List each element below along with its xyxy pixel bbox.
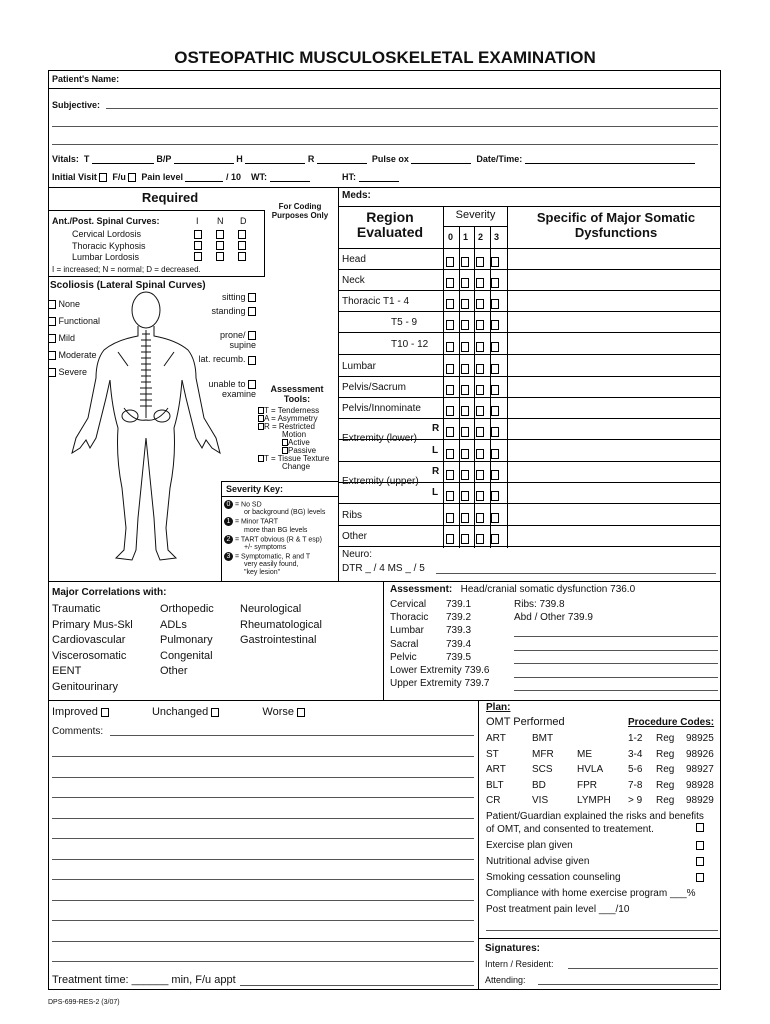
checkbox[interactable] — [248, 356, 256, 365]
assessment-right: Ribs: 739.8 Abd / Other 739.9 — [514, 599, 593, 624]
checkbox[interactable] — [194, 230, 202, 239]
severity-checkbox[interactable] — [446, 449, 454, 459]
severity-number: 3 — [224, 552, 233, 561]
plan-cell: > 9 — [628, 795, 643, 806]
curves-label: Ant./Post. Spinal Curves: — [52, 216, 160, 226]
correlations-col3: Neurological Rheumatological Gastrointestinal — [240, 603, 322, 646]
intern-label: Intern / Resident: — [485, 959, 554, 969]
plan-label: Plan: — [486, 702, 511, 713]
meds-label: Meds: — [342, 190, 371, 201]
severity-key-text: "key lesion" — [244, 569, 281, 577]
severity-key-item — [224, 561, 325, 569]
plan-cell: SCS — [532, 764, 553, 775]
severity-checkbox[interactable] — [491, 470, 499, 480]
severity-key-item — [224, 527, 325, 535]
checkbox[interactable] — [48, 334, 56, 343]
intern-signature[interactable] — [568, 968, 718, 969]
severity-checkbox[interactable] — [476, 449, 484, 459]
form-code: DPS-699-RES-2 (3/07) — [48, 999, 120, 1006]
region-row — [339, 526, 720, 547]
plan-cell: Reg — [656, 795, 675, 806]
plan-cell: Reg — [656, 764, 675, 775]
severity-number: 0 — [224, 500, 233, 509]
region-row — [339, 419, 720, 444]
region-label: Ribs — [342, 510, 363, 521]
severity-checkbox[interactable] — [461, 385, 469, 395]
neuro-label: Neuro: — [342, 549, 373, 560]
severity-checkbox[interactable] — [461, 491, 469, 501]
correlations-heading: Major Correlations with: — [52, 587, 167, 598]
attending-label: Attending: — [485, 975, 526, 985]
curve-col-i: I — [196, 216, 199, 226]
severity-checkbox[interactable] — [446, 427, 454, 437]
plan-cell: ART — [486, 764, 506, 775]
severity-checkbox[interactable] — [446, 364, 454, 374]
region-row — [339, 505, 720, 526]
plan-cell: BMT — [532, 733, 554, 744]
severity-checkbox[interactable] — [461, 534, 469, 544]
checkbox[interactable] — [216, 230, 224, 239]
severity-number: 2 — [224, 535, 233, 544]
severity-key-text: = Symptomatic, R and T — [235, 553, 311, 561]
severity-key-item — [224, 535, 325, 544]
severity-checkbox[interactable] — [446, 257, 454, 267]
region-label: T5 - 9 — [391, 317, 418, 328]
unchanged-checkbox[interactable] — [211, 708, 219, 717]
severity-checkbox[interactable] — [491, 320, 499, 330]
plan-cell: 98929 — [686, 795, 714, 806]
region-row — [339, 249, 720, 270]
region-label: Other — [342, 531, 368, 542]
severity-checkbox[interactable] — [476, 299, 484, 309]
positions: sitting standing prone/ supine lat. recumb. unable to examine — [198, 292, 256, 399]
assessment-codes: Cervical 739.1 Thoracic 739.2 Lumbar 739.3 Sacral 739.4 Pelvic 739.5 Lower Extremity 739.6 Upper Extremity 739.7 — [390, 599, 490, 690]
severity-checkbox[interactable] — [476, 491, 484, 501]
improved-checkbox[interactable] — [101, 708, 109, 717]
checkbox[interactable] — [194, 241, 202, 250]
plan-cell: 1-2 — [628, 733, 643, 744]
specific-header: Specific of Major Somatic Dysfunctions — [536, 210, 696, 240]
scoliosis-options: None Functional Mild Moderate Severe — [48, 296, 100, 381]
severity-checkbox[interactable] — [476, 406, 484, 416]
severity-checkbox[interactable] — [446, 470, 454, 480]
severity-key-title: Severity Key: — [226, 484, 284, 494]
checkbox[interactable] — [238, 252, 246, 261]
signatures-label: Signatures: — [485, 943, 541, 954]
severity-checkbox[interactable] — [461, 320, 469, 330]
region-label: Extremity (upper) — [342, 476, 419, 487]
severity-checkbox[interactable] — [461, 513, 469, 523]
region-side: R — [432, 466, 440, 477]
comments-label: Comments: — [52, 726, 104, 737]
severity-key-item — [224, 552, 325, 561]
omt-performed: OMT Performed — [486, 716, 565, 728]
severity-checkbox[interactable] — [446, 513, 454, 523]
severity-checkbox[interactable] — [461, 257, 469, 267]
severity-checkbox[interactable] — [476, 278, 484, 288]
dtr-label: DTR _ / 4 MS _ / 5 — [342, 563, 425, 574]
region-side: R — [432, 423, 440, 434]
severity-key-item — [224, 569, 325, 577]
severity-checkbox[interactable] — [491, 491, 499, 501]
plan-cell: ME — [577, 748, 592, 760]
severity-checkbox[interactable] — [461, 299, 469, 309]
severity-checkbox[interactable] — [446, 342, 454, 352]
correlations-col2: Orthopedic ADLs Pulmonary Congenital Other — [160, 603, 214, 677]
severity-checkbox[interactable] — [491, 342, 499, 352]
region-label: Pelvis/Innominate — [342, 403, 421, 414]
plan-cell: MFR — [532, 748, 554, 760]
assessment-head: Assessment: Head/cranial somatic dysfunction 736.0 — [390, 584, 636, 595]
severity-checkbox[interactable] — [461, 470, 469, 480]
severity-checkbox[interactable] — [446, 534, 454, 544]
severity-checkbox[interactable] — [446, 406, 454, 416]
region-row — [339, 270, 720, 291]
severity-checkbox[interactable] — [476, 513, 484, 523]
checkbox[interactable] — [248, 331, 256, 340]
region-label: Thoracic T1 - 4 — [342, 296, 410, 307]
severity-checkbox[interactable] — [476, 364, 484, 374]
plan-items: Exercise plan given Nutritional advise given Smoking cessation counseling Compliance with home exercise program ___% Post treatment pain level ___/10 — [486, 838, 722, 918]
page-title: OSTEOPATHIC MUSCULOSKELETAL EXAMINATION — [174, 48, 596, 67]
curve-col-d: D — [240, 216, 247, 226]
region-label: Extremity (lower) — [342, 433, 418, 444]
procedure-codes-label: Procedure Codes: — [628, 717, 715, 728]
severity-checkbox[interactable] — [446, 299, 454, 309]
severity-key-text: = TART obvious (R & T esp) — [235, 536, 322, 544]
region-label: Neck — [342, 275, 365, 286]
patient-name-label: Patient's Name: — [52, 74, 120, 84]
plan-cell: LYMPH — [577, 795, 611, 806]
plan-cell: FPR — [577, 779, 597, 791]
severity-checkbox[interactable] — [476, 257, 484, 267]
plan-cell: 98928 — [686, 779, 714, 791]
severity-checkbox[interactable] — [461, 342, 469, 352]
nutrition-checkbox[interactable] — [696, 857, 704, 866]
severity-checkbox[interactable] — [461, 427, 469, 437]
plan-cell: HVLA — [577, 764, 604, 775]
subjective-label: Subjective: — [52, 100, 101, 110]
region-label: Lumbar — [342, 361, 376, 372]
severity-key-text: +/- symptoms — [244, 544, 287, 552]
checkbox[interactable] — [48, 300, 56, 309]
curves-legend: I = increased; N = normal; D = decreased. — [52, 265, 201, 274]
severity-checkbox[interactable] — [476, 534, 484, 544]
treatment-time: Treatment time: ______ min, F/u appt — [52, 974, 236, 986]
region-side: L — [432, 445, 439, 456]
plan-cell: Reg — [656, 779, 675, 791]
region-row — [339, 398, 720, 419]
region-row — [339, 334, 720, 355]
region-label: T10 - 12 — [391, 339, 429, 350]
severity-key-item — [224, 544, 325, 552]
region-row — [339, 483, 720, 504]
curve-thoracic: Thoracic Kyphosis — [72, 241, 146, 251]
checkbox[interactable] — [48, 351, 56, 360]
attending-signature[interactable] — [538, 984, 718, 985]
plan-cell: 7-8 — [628, 779, 643, 791]
checkbox[interactable] — [238, 230, 246, 239]
severity-checkbox[interactable] — [446, 320, 454, 330]
severity-number: 1 — [224, 517, 233, 526]
plan-consent: Patient/Guardian explained the risks and benefits of OMT, and consented to treatement. — [486, 811, 704, 835]
severity-key-text: = Minor TART — [235, 518, 278, 526]
plan-cell: VIS — [532, 795, 549, 806]
severity-key-text: = No SD — [235, 501, 262, 509]
visit-row: Initial Visit F/u Pain level / 10 WT: HT: — [52, 172, 399, 182]
plan-cell: ART — [486, 733, 506, 744]
coding-note: For Coding Purposes Only — [271, 202, 329, 220]
required-heading: Required — [141, 190, 199, 205]
severity-checkbox[interactable] — [461, 364, 469, 374]
fu-checkbox[interactable] — [128, 173, 136, 182]
plan-cell: Reg — [656, 733, 675, 744]
severity-key-text: more than BG levels — [244, 526, 308, 534]
exercise-checkbox[interactable] — [696, 841, 704, 850]
checkbox[interactable] — [48, 368, 56, 377]
curve-col-n: N — [217, 216, 224, 226]
region-label: Pelvis/Sacrum — [342, 382, 406, 393]
plan-cell: 98927 — [686, 764, 714, 775]
subjective-field[interactable] — [106, 108, 718, 109]
curve-lumbar: Lumbar Lordosis — [72, 252, 140, 262]
severity-checkbox[interactable] — [476, 320, 484, 330]
assessment-tools-list: T = Tenderness A = Asymmetry R = Restricted Motion Active Passive T = Tissue Texture Change — [258, 407, 329, 471]
worse-checkbox[interactable] — [297, 708, 305, 717]
initial-visit-checkbox[interactable] — [99, 173, 107, 182]
curve-cervical: Cervical Lordosis — [72, 229, 142, 239]
severity-key-text: or background (BG) levels — [244, 509, 326, 517]
correlations-col1: Traumatic Primary Mus-Skl Cardiovascular Viscerosomatic EENT Genitourinary — [52, 603, 133, 693]
severity-checkbox[interactable] — [491, 427, 499, 437]
plan-cell: 3-4 — [628, 748, 643, 760]
plan-cell: 98926 — [686, 748, 714, 760]
checkbox[interactable] — [48, 317, 56, 326]
region-row — [339, 462, 720, 487]
severity-checkbox[interactable] — [491, 364, 499, 374]
severity-checkbox[interactable] — [476, 427, 484, 437]
scoliosis-heading: Scoliosis (Lateral Spinal Curves) — [50, 280, 206, 291]
severity-key-item — [224, 500, 325, 509]
checkbox[interactable] — [194, 252, 202, 261]
severity-checkbox[interactable] — [491, 299, 499, 309]
plan-cell: CR — [486, 795, 501, 806]
severity-checkbox[interactable] — [491, 513, 499, 523]
assessment-tools-title: Assessment Tools: — [270, 384, 324, 404]
smoking-checkbox[interactable] — [696, 873, 704, 882]
plan-cell: Reg — [656, 748, 675, 760]
severity-checkbox[interactable] — [461, 278, 469, 288]
severity-key-item — [224, 517, 325, 526]
vitals-row: Vitals: T B/P H R Pulse ox Date/Time: — [52, 154, 722, 164]
severity-checkbox[interactable] — [476, 342, 484, 352]
checkbox[interactable] — [248, 307, 256, 316]
plan-cell: 5-6 — [628, 764, 643, 775]
checkbox[interactable] — [238, 241, 246, 250]
severity-checkbox[interactable] — [476, 385, 484, 395]
severity-checkbox[interactable] — [446, 385, 454, 395]
checkbox[interactable] — [248, 293, 256, 302]
severity-checkbox[interactable] — [491, 278, 499, 288]
region-row — [339, 377, 720, 398]
severity-checkbox[interactable] — [491, 534, 499, 544]
severity-checkbox[interactable] — [491, 385, 499, 395]
plan-cell: ST — [486, 748, 499, 760]
body-figure-icon — [66, 288, 226, 578]
severity-key-list — [224, 500, 325, 577]
severity-checkbox[interactable] — [491, 406, 499, 416]
checkbox[interactable] — [248, 380, 256, 389]
severity-checkbox[interactable] — [446, 278, 454, 288]
region-row — [339, 291, 720, 312]
severity-checkbox[interactable] — [491, 257, 499, 267]
region-row — [339, 356, 720, 377]
region-side: L — [432, 487, 439, 498]
region-row — [339, 441, 720, 462]
consent-checkbox[interactable] — [696, 823, 704, 832]
checkbox[interactable] — [216, 252, 224, 261]
severity-header: Severity — [455, 209, 496, 221]
severity-checkbox[interactable] — [446, 491, 454, 501]
checkbox[interactable] — [216, 241, 224, 250]
plan-cell: BD — [532, 779, 546, 791]
severity-checkbox[interactable] — [476, 470, 484, 480]
plan-cell: BLT — [486, 779, 504, 791]
region-header: Region Evaluated — [356, 209, 424, 240]
region-row — [339, 312, 720, 333]
status-row: Improved Unchanged Worse — [52, 706, 305, 718]
plan-cell: 98925 — [686, 733, 714, 744]
severity-key-text: very easily found, — [244, 561, 299, 569]
region-label: Head — [342, 254, 366, 265]
severity-checkbox[interactable] — [461, 406, 469, 416]
severity-key-item — [224, 509, 325, 517]
severity-checkbox[interactable] — [461, 449, 469, 459]
severity-checkbox[interactable] — [491, 449, 499, 459]
